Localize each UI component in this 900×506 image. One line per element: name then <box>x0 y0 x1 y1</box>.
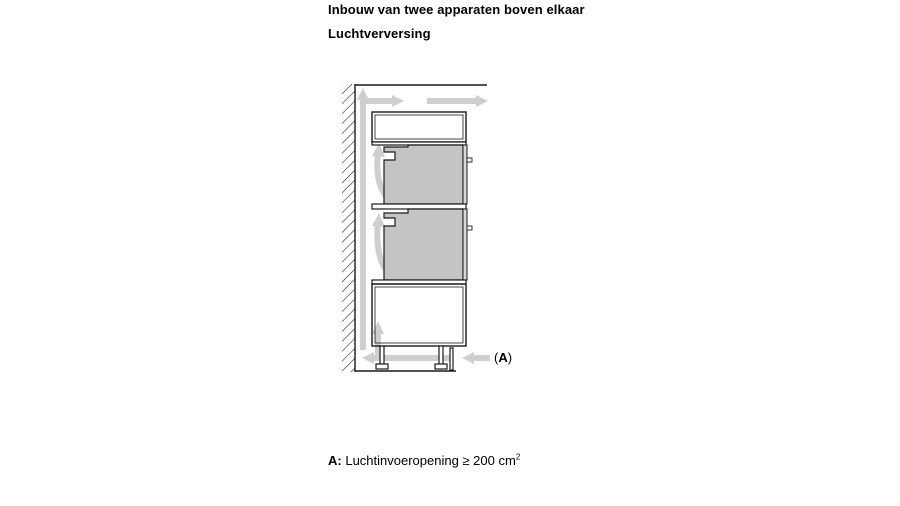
upper-oven-front <box>463 145 467 204</box>
arrowhead-top-right <box>476 95 488 107</box>
upper-oven <box>384 145 472 204</box>
leg-left <box>380 346 384 366</box>
arrowhead-intake-under <box>362 352 374 364</box>
callout-a-label <box>494 350 512 365</box>
legend-superscript: 2 <box>515 452 521 462</box>
callout-letter: A <box>498 350 508 365</box>
arrowhead-top-left <box>392 95 404 107</box>
top-cabinet-inner <box>375 115 463 139</box>
lower-oven-body <box>384 209 463 280</box>
leg-left-foot <box>376 364 388 369</box>
legend-caption <box>328 453 520 468</box>
lower-oven-front <box>463 209 467 280</box>
base-cabinet <box>372 284 466 346</box>
callout-open-paren: ( <box>494 350 499 365</box>
wall-hatching <box>342 84 355 372</box>
callout-close-paren: ) <box>507 350 513 365</box>
arrowhead-lower-oven <box>372 213 385 227</box>
leg-right-foot <box>435 364 447 369</box>
section-subtitle: Luchtverversing <box>328 26 431 41</box>
lower-oven-handle <box>467 226 472 230</box>
arrowhead-base <box>372 321 384 334</box>
upper-oven-handle <box>467 158 472 162</box>
top-cabinet <box>372 112 466 142</box>
base-cabinet-inner <box>375 287 463 343</box>
legend-text: Luchtinvoeropening ≥ 200 cm <box>345 453 516 468</box>
base-cabinet-outer <box>372 284 466 346</box>
legend-key: A: <box>328 453 342 468</box>
arrowhead-intake-a <box>462 352 474 364</box>
middle-shelf <box>372 204 466 209</box>
leg-right <box>439 346 443 366</box>
plinth-panel <box>450 348 453 370</box>
page-title: Inbouw van twee apparaten boven elkaar <box>328 2 585 17</box>
lower-oven <box>384 209 472 280</box>
upper-oven-body <box>384 145 463 204</box>
top-cabinet-outer <box>372 112 466 142</box>
